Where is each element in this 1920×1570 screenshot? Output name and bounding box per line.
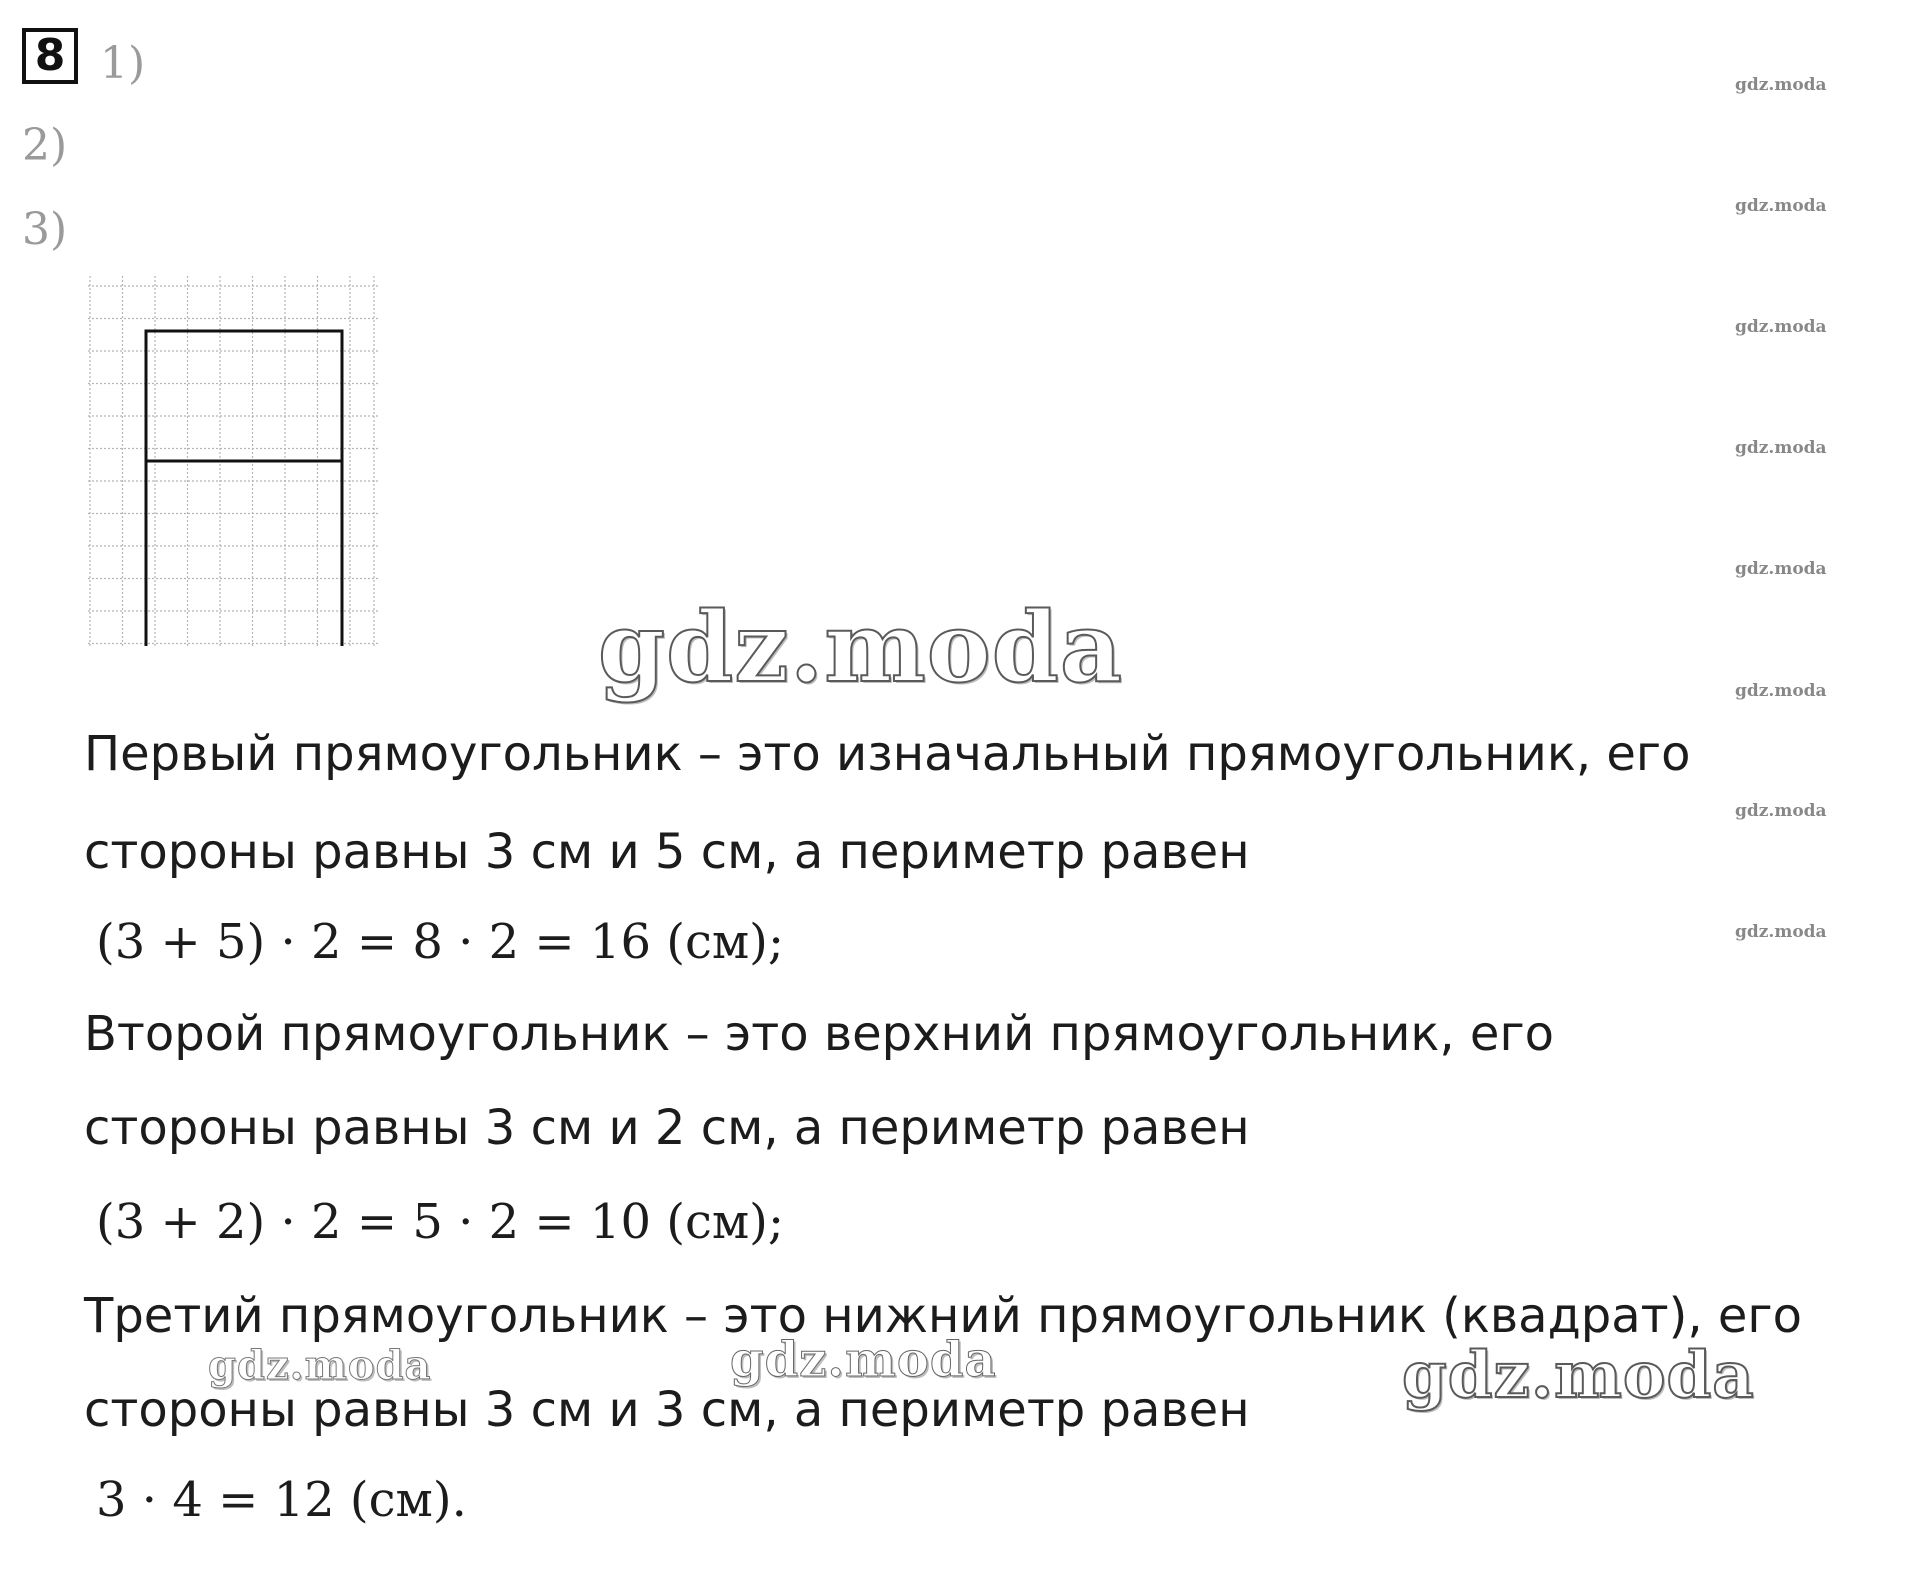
solution-line-2: стороны равны 3 см и 5 см, а периметр равен	[84, 824, 1250, 880]
formula-1: (3 + 5) · 2 = 8 · 2 = 16 (см);	[96, 914, 785, 970]
formula-3: 3 · 4 = 12 (см).	[96, 1472, 467, 1528]
solution-line-7: Третий прямоугольник – это нижний прямоугольник (квадрат), его	[84, 1288, 1802, 1344]
solution-line-1: Первый прямоугольник – это изначальный прямоугольник, его	[84, 726, 1691, 782]
watermark-bottom-left: gdz.moda	[208, 1342, 432, 1389]
rectangles-outline	[146, 331, 342, 646]
grid-figure	[88, 276, 378, 646]
watermark-small-4: gdz.moda	[1735, 438, 1827, 458]
solution-line-4: Второй прямоугольник – это верхний прямоугольник, его	[84, 1006, 1555, 1062]
solution-line-8: стороны равны 3 см и 3 см, а периметр равен	[84, 1382, 1250, 1438]
watermark-small-1: gdz.moda	[1735, 75, 1827, 95]
outer-rectangle	[146, 331, 342, 646]
formula-2: (3 + 2) · 2 = 5 · 2 = 10 (см);	[96, 1194, 785, 1250]
watermark-small-6: gdz.moda	[1735, 681, 1827, 701]
part-label-2: 2)	[22, 120, 68, 171]
watermark-large-center: gdz.moda	[598, 591, 1124, 704]
part-label-3: 3)	[22, 204, 68, 255]
watermark-bottom-center: gdz.moda	[730, 1332, 997, 1388]
watermark-small-2: gdz.moda	[1735, 196, 1827, 216]
watermark-small-7: gdz.moda	[1735, 801, 1827, 821]
task-number-badge: 8	[22, 28, 78, 84]
watermark-bottom-right: gdz.moda	[1402, 1338, 1755, 1413]
watermark-small-3: gdz.moda	[1735, 317, 1827, 337]
watermark-small-8: gdz.moda	[1735, 922, 1827, 942]
part-label-1: 1)	[100, 38, 146, 89]
watermark-small-5: gdz.moda	[1735, 559, 1827, 579]
solution-line-5: стороны равны 3 см и 2 см, а периметр равен	[84, 1100, 1250, 1156]
